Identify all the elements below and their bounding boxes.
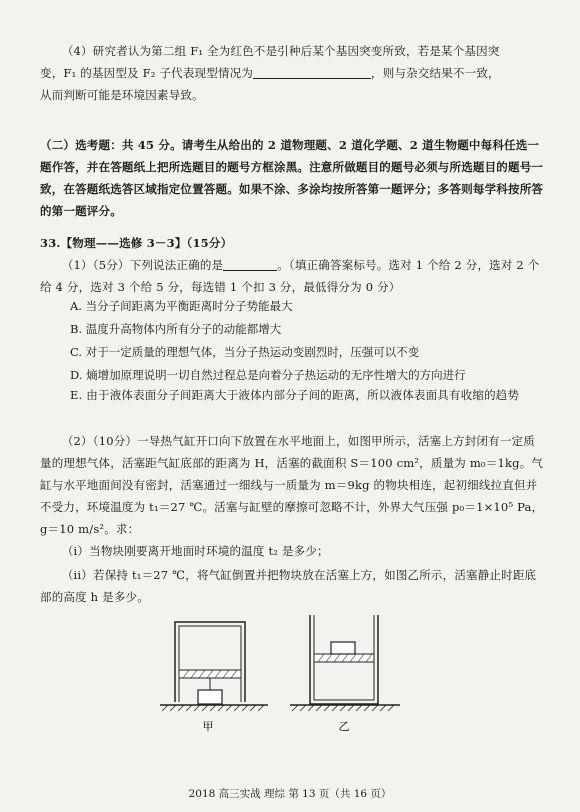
ground-hatch-yi [292, 705, 394, 711]
q4-line2-end: ，则与杂交结果不一致， [371, 66, 500, 80]
label-yi: 乙 [338, 720, 350, 733]
option-e: E. 由于液体表面分子间距离大于液体内部分子间的距离，所以液体表面具有收缩的趋势 [70, 388, 520, 402]
option-b: B. 温度升高物体内所有分子的动能都增大 [70, 322, 282, 336]
q33-part2 [40, 430, 545, 540]
option-c: C. 对于一定质量的理想气体，当分子热运动变剧烈时，压强可以不变 [70, 345, 420, 359]
q4-line1: （4）研究者认为第二组 F₁ 全为红色不是引种后某个基因突变所致，若是某个基因突 [61, 44, 500, 58]
q33-part1 [40, 254, 545, 298]
q4-line2 [40, 62, 545, 84]
page-footer: 2018 高三实战 理综 第 13 页（共 16 页） [188, 788, 392, 800]
answer-blank-q4[interactable] [253, 64, 371, 79]
q33-part1-stem: （1）（5分）下列说法正确的是 [61, 258, 224, 272]
q33-part2-text: （2）（10分）一导热气缸开口向下放置在水平地面上，如图甲所示，活塞上方封闭有一定质量的理想气体，活塞距气缸底部的距离为 H，活塞的截面积 S＝100 cm²，质量为 m₀＝1kg。气缸与水平地面间没有密封，活塞通过一细线与一质量为 m＝9kg 的物块相连，起初细线拉直但并不受力，环境温度为 t₁＝27 ℃。活塞与缸壁的摩擦可忽略不计，外界大气压强 p₀＝1×10⁵ Pa，g＝10 m/s²。求： [40, 434, 544, 536]
cylinder-diagrams [150, 610, 410, 744]
q33-part1-text [40, 254, 545, 298]
q33-title: 33.【物理——选修 3－3】（15分） [40, 236, 233, 250]
q4-line3: 从而判断可能是环境因素导致。 [40, 88, 204, 102]
ground-hatch-jia [162, 705, 264, 711]
q33-sub2-text: （ii）若保持 t₁＝27 ℃，将气缸倒置并把物块放在活塞上方，如图乙所示，活塞静止时距底部的高度 h 是多少。 [40, 568, 537, 604]
q33-sub1-text: （i）当物块刚要离开地面时环境的温度 t₂ 是多少； [61, 544, 329, 558]
elective-instructions [40, 134, 545, 222]
block-yi [331, 642, 355, 654]
diagram-yi [290, 615, 400, 711]
block-jia [198, 690, 222, 704]
q4-line2-start: 变，F₁ 的基因型及 F₂ 子代表现型情况为 [40, 66, 254, 80]
answer-blank-q33-1[interactable] [223, 256, 277, 271]
label-jia: 甲 [202, 720, 214, 733]
diagram-jia [160, 622, 268, 711]
option-d: D. 熵增加原理说明一切自然过程总是向着分子热运动的无序性增大的方向进行 [70, 368, 466, 382]
question-4 [40, 40, 545, 106]
diagram-svg [150, 610, 410, 740]
option-a: A. 当分子间距离为平衡距离时分子势能最大 [70, 299, 293, 313]
q33-sub2 [40, 564, 545, 608]
q33-part1-instructions: 。（填正确答案标号。选对 1 个给 2 分，选对 2 个给 4 分，选对 3 个给 5 分，每选错 1 个扣 3 分，最低得分为 0 分） [40, 258, 540, 294]
elective-text: （二）选考题：共 45 分。请考生从给出的 2 道物理题、2 道化学题、2 道生物题中每科任选一题作答，并在答题纸上把所选题目的题号方框涂黑。注意所做题目的题号必须与所选题目的题号一致，在答题纸选答区域指定位置答题。如果不涂、多涂均按所答第一题评分；多答则每学科按所答的第一题评分。 [40, 138, 544, 218]
q33-sub1 [40, 540, 545, 562]
